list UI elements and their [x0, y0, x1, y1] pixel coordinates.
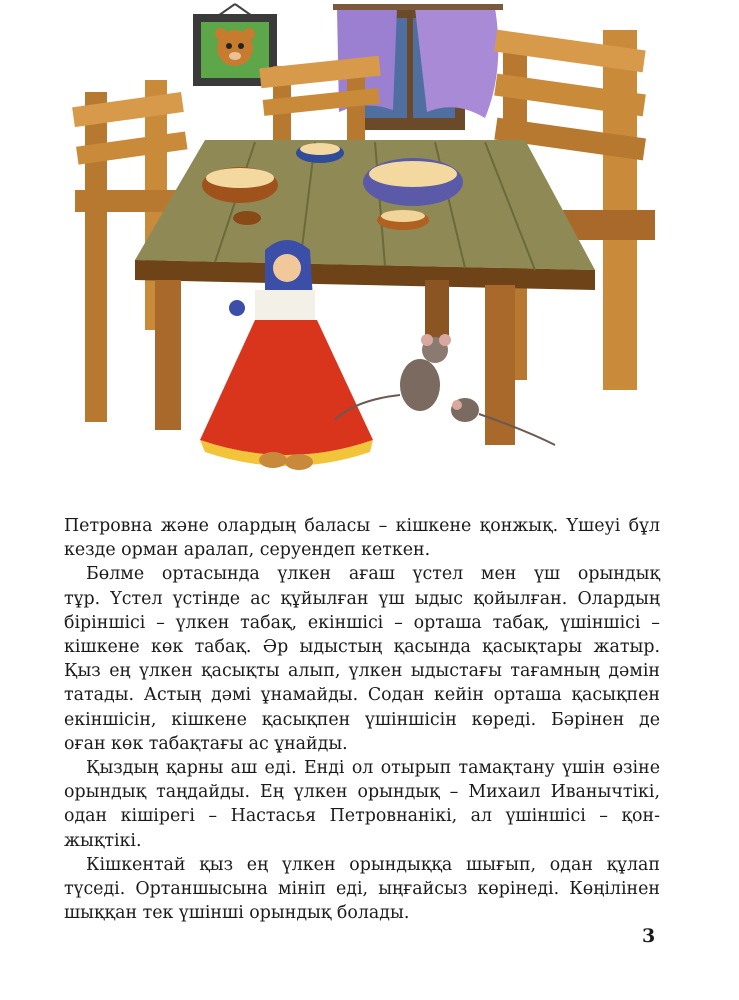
text-line: біріншісі – үлкен табақ, екіншісі – орташа табақ, үшіншісі –: [64, 612, 660, 633]
text-line: одан кішірегі – Настасья Петровнанікі, ал үшіншісі – қон-: [64, 806, 660, 827]
text-line: татады. Астың дәмі ұнамайды. Содан кейін орташа қасықпен: [64, 685, 660, 706]
text-line: Кішкентай қыз ең үлкен орындыққа шығып, одан құлап: [86, 854, 660, 875]
text-line: Бөлме ортасында үлкен ағаш үстел мен үш орындық: [86, 564, 660, 585]
text-line: оған көк табақтағы ас ұнайды.: [64, 733, 348, 754]
text-line: шыққан тек үшінші орындық болады.: [64, 903, 410, 924]
illustration: [55, 0, 655, 480]
text-line: екіншісін, кішкене қасықпен үшіншісін көреді. Бәрінен де: [64, 709, 660, 730]
text-line: орындық таңдайды. Ең үлкен орындық – Михаил Иванычтікі,: [64, 782, 660, 803]
text-line: Петровна және олардың баласы – кішкене қонжық. Үшеуі бұл: [64, 516, 660, 536]
text-line: Қыздың қарны аш еді. Енді ол отырып тамақтану үшін өзіне: [86, 758, 660, 779]
story-text: [64, 514, 660, 925]
three-bears-table-scene-icon: [55, 0, 655, 480]
text-line: жықтікі.: [64, 830, 142, 851]
text-line: кезде орман аралап, серуендеп кеткен.: [64, 540, 431, 561]
text-line: тұр. Үстел үстінде ас құйылған үш ыдыс қойылған. Олардың: [64, 588, 660, 609]
page-number: 3: [642, 925, 656, 947]
text-line: Қыз ең үлкен қасықты алып, үлкен ыдыстағы тағамның дәмін: [64, 661, 660, 682]
text-line: түседі. Ортаншысына мініп еді, ыңғайсыз көрінеді. Көңілінен: [64, 879, 660, 900]
text-line: кішкене көк табақ. Әр ыдыстың қасында қасықтары жатыр.: [64, 637, 660, 658]
